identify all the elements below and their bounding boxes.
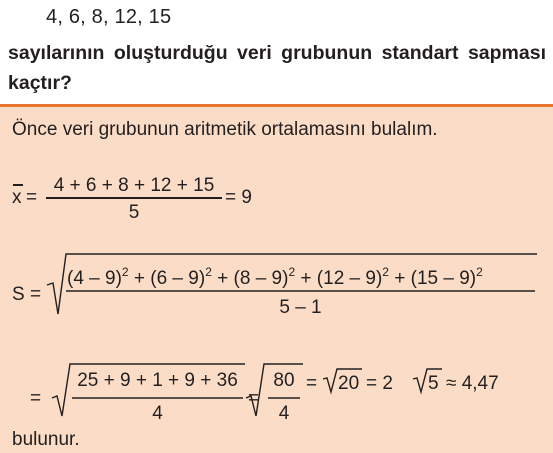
conclusion-text: bulunur. [12,429,80,450]
root-20: 20 [338,373,360,394]
eq-a: = [306,373,318,394]
approx-result: ≈ 4,47 [446,373,499,394]
std-numerator [67,265,483,290]
solution-block [0,107,553,453]
simplify-numerator-2: 80 [273,370,295,391]
std-term-1: (4 – 9) [67,268,122,289]
mean-equals: = [26,187,38,208]
std-term-2: + (6 – 9) [128,268,206,289]
simplify-denominator-2: 4 [278,403,290,424]
std-exp-2: 2 [205,265,212,279]
intro-text: Önce veri grubunun aritmetik ortalamasını bulalım. [12,119,438,140]
std-exp-1: 2 [121,265,129,279]
std-exp-3: 2 [288,265,296,279]
simplify-denominator-1: 4 [152,403,163,424]
mean-numerator: 4 + 6 + 8 + 12 + 15 [53,175,215,196]
mean-result: = 9 [225,187,252,208]
std-exp-4: 2 [382,265,389,279]
simplify-lead-equals: = [30,388,42,409]
simplify-equals: = [248,388,260,409]
eq-b: = 2 [366,373,393,394]
mean-symbol: x [12,187,22,208]
std-exp-5: 2 [476,265,483,279]
std-label: S = [12,284,42,305]
question-block [0,0,553,104]
simplify-numerator-1: 25 + 9 + 1 + 9 + 36 [77,370,238,391]
std-term-5: + (15 – 9) [388,268,477,289]
data-values: 4, 6, 8, 12, 15 [46,6,172,28]
question-text: sayılarının oluşturduğu veri grubunun standart sapması kaçtır? [8,42,546,94]
std-term-3: + (8 – 9) [211,268,289,289]
root-5: 5 [428,373,439,394]
mean-denominator: 5 [128,202,140,223]
std-term-4: + (12 – 9) [295,268,383,289]
std-denominator: 5 – 1 [279,297,322,318]
